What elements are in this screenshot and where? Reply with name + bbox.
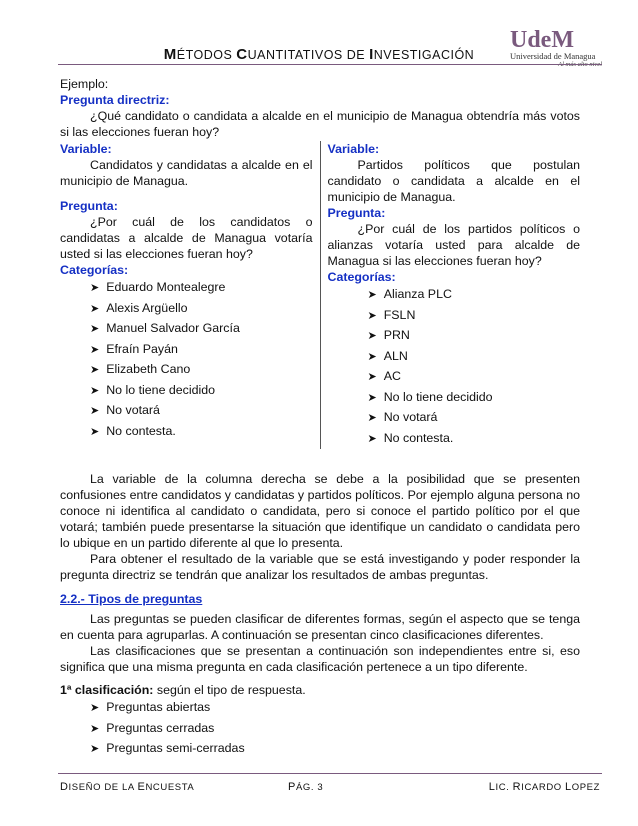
arrow-bullet-icon: ➤ [90, 702, 100, 714]
list-item: ➤ No votará [367, 410, 438, 424]
page-number: PÁG. 3 [288, 781, 324, 793]
pregunta-label: Pregunta: [327, 206, 386, 220]
title-rest: NVESTIGACIÓN [373, 48, 475, 62]
variable-label: Variable: [327, 142, 380, 156]
pregunta-directriz-label: Pregunta directriz: [60, 93, 170, 107]
clasificacion-label: 1ª clasificación: [60, 683, 154, 697]
arrow-bullet-icon: ➤ [90, 384, 100, 397]
header-divider [58, 64, 602, 65]
list-item: ➤ Eduardo Montealegre [90, 280, 226, 294]
university-logo [510, 28, 602, 68]
list-item: ➤ Elizabeth Cano [90, 362, 191, 376]
title-rest: UANTITATIVOS DE [247, 48, 370, 62]
page-body [60, 76, 580, 760]
logo-mark: UdeM [510, 27, 574, 53]
list-item: ➤ No lo tiene decidido [367, 389, 493, 404]
arrow-bullet-icon: ➤ [367, 309, 377, 322]
list-item: ➤ PRN [367, 328, 410, 342]
pregunta-label: Pregunta: [60, 199, 118, 213]
arrow-bullet-icon: ➤ [90, 722, 100, 735]
arrow-bullet-icon: ➤ [90, 364, 100, 376]
paragraph: Las clasificaciones que se presentan a continuación son independientes entre si, eso significa que una misma pregunta en cada clasificación pertenece a un tipo diferente. [60, 644, 580, 674]
pregunta-text: ¿Por cuál de los candidatos o candidatas a alcalde de Managua votaría usted si las elecciones fueran hoy? [60, 215, 313, 261]
categorias-label: Categorías: [60, 263, 129, 277]
list-item: ➤ Preguntas abiertas [90, 700, 211, 714]
clasificacion-list [60, 698, 580, 760]
categorias-list [328, 285, 581, 449]
section-title: 2.2.- Tipos de preguntas [60, 592, 203, 606]
arrow-bullet-icon: ➤ [90, 743, 100, 755]
right-column [321, 141, 581, 449]
arrow-bullet-icon: ➤ [90, 425, 100, 438]
arrow-bullet-icon: ➤ [367, 330, 377, 342]
categorias-list [60, 278, 313, 442]
title-cap: M [163, 46, 177, 63]
variable-text: Partidos políticos que postulan candidato o candidata a alcalde en el municipio de Managua. [327, 158, 580, 204]
arrow-bullet-icon: ➤ [367, 432, 377, 445]
variable-label: Variable: [60, 142, 112, 156]
list-item: ➤ No contesta. [90, 423, 176, 438]
categorias-label: Categorías: [327, 270, 396, 284]
list-item: ➤ Efraín Payán [90, 341, 178, 356]
clasificacion-text: según el tipo de respuesta. [153, 683, 306, 697]
title-cap: C [236, 46, 248, 63]
arrow-bullet-icon: ➤ [90, 323, 100, 335]
list-item: ➤ Preguntas semi-cerradas [90, 741, 245, 755]
arrow-bullet-icon: ➤ [90, 302, 100, 315]
list-item: ➤ Alexis Argüello [90, 300, 188, 315]
arrow-bullet-icon: ➤ [367, 391, 377, 404]
left-column [60, 141, 321, 449]
list-item: ➤ Alianza PLC [367, 287, 452, 301]
footer-left: DISEÑO DE LA ENCUESTA [60, 781, 195, 793]
pregunta-text: ¿Por cuál de los partidos políticos o alianzas votaría usted para alcalde de Managua si las elecciones fueran hoy? [327, 222, 580, 268]
arrow-bullet-icon: ➤ [367, 371, 377, 383]
logo-motto: Al más alto nivel [558, 61, 602, 68]
list-item: ➤ No contesta. [367, 430, 454, 445]
arrow-bullet-icon: ➤ [367, 289, 377, 301]
list-item: ➤ AC [367, 369, 401, 383]
list-item: ➤ No lo tiene decidido [90, 382, 216, 397]
arrow-bullet-icon: ➤ [367, 412, 377, 424]
list-item: ➤ Manuel Salvador García [90, 321, 240, 335]
list-item: ➤ FSLN [367, 307, 416, 322]
logo-name: Universidad de Managua [510, 51, 596, 61]
paragraph: Las preguntas se pueden clasificar de diferentes formas, según el aspecto que se tenga en cuenta para agruparlas. A continuación se presentan cinco clasificaciones diferentes. [60, 612, 580, 642]
arrow-bullet-icon: ➤ [90, 343, 100, 356]
pregunta-directriz-text: ¿Qué candidato o candidata a alcalde en el municipio de Managua obtendría más votos si las elecciones fueran hoy? [60, 109, 580, 139]
footer-divider [58, 773, 602, 774]
title-cap: I [369, 46, 374, 63]
arrow-bullet-icon: ➤ [90, 405, 100, 417]
title-rest: ÉTODOS [176, 48, 237, 62]
footer-author: LIC. RICARDO LOPEZ [488, 781, 600, 793]
list-item: ➤ Preguntas cerradas [90, 720, 215, 735]
two-column-comparison [60, 141, 580, 449]
arrow-bullet-icon: ➤ [367, 350, 377, 363]
paragraph: Para obtener el resultado de la variable que se está investigando y poder responder la pregunta directriz se tendrán que analizar los resultados de ambas preguntas. [60, 552, 580, 582]
paragraph: La variable de la columna derecha se debe a la posibilidad que se presenten confusiones entre candidatos y candidatas y partidos políticos. Por ejemplo alguna persona no conoce ni identifica al candidato o candidata, pero si conoce el partido político por el que votará; también puede presentarse la situación que identifique un candidato o candidata pero lo ubique en un partido diferente al que lo presenta. [60, 472, 580, 550]
arrow-bullet-icon: ➤ [90, 282, 100, 294]
ejemplo-label: Ejemplo: [60, 77, 109, 91]
variable-text: Candidatos y candidatas a alcalde en el municipio de Managua. [60, 158, 313, 188]
list-item: ➤ ALN [367, 348, 408, 363]
list-item: ➤ No votará [90, 403, 160, 417]
clasificacion-line [60, 682, 580, 698]
